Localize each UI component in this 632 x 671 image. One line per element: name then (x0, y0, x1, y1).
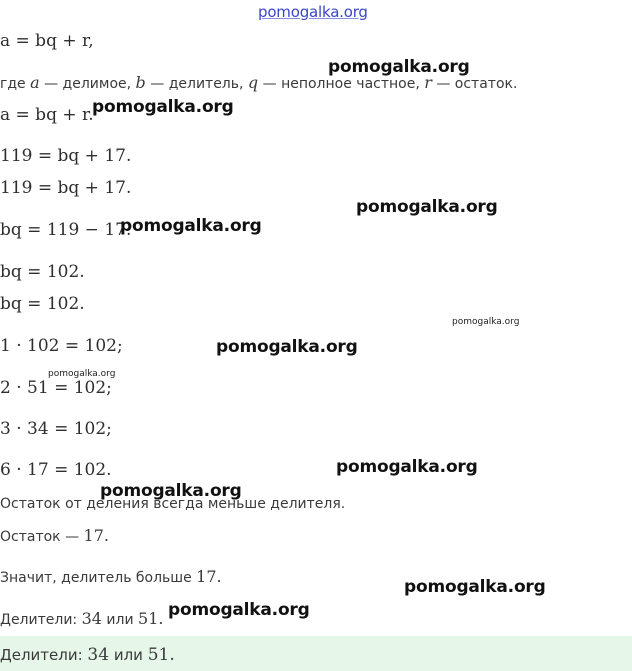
equation-text: bq = 102. (0, 262, 85, 282)
statement-label: Остаток — (0, 529, 80, 545)
divisor-a: 34 (81, 609, 102, 628)
answer-line (0, 647, 175, 664)
factor-text: 6 · 17 = 102. (0, 460, 112, 480)
definition-remainder: — остаток. (436, 76, 518, 92)
var-q: q (247, 73, 259, 92)
var-a: a (30, 73, 40, 92)
watermark: pomogalka.org (100, 481, 242, 501)
equation-text: bq = 102. (0, 294, 85, 314)
definition-quotient: — неполное частное, (262, 76, 420, 92)
definition-word: где (0, 76, 26, 92)
equation-line-3 (0, 148, 131, 165)
statement-remainder-value (0, 528, 109, 544)
watermark: pomogalka.org (120, 216, 262, 236)
watermark: pomogalka.org (356, 197, 498, 217)
watermark: pomogalka.org (48, 369, 116, 379)
factor-text: 1 · 102 = 102; (0, 336, 123, 356)
equation-text: 119 = bq + 17. (0, 178, 132, 198)
statement-label: Значит, делитель больше (0, 570, 192, 586)
equation-line-5 (0, 222, 131, 239)
factor-text: 2 · 51 = 102; (0, 378, 112, 398)
answer-label: Делители: (0, 646, 83, 664)
answer-a: 34 (87, 645, 110, 665)
definition-divisor: — делитель, (150, 76, 244, 92)
watermark-top: pomogalka.org (258, 3, 368, 21)
equation-text: bq = 119 − 17. (0, 220, 132, 240)
equation-line-6 (0, 264, 85, 281)
divisor-b: 51. (138, 609, 164, 628)
factor-line-2 (0, 380, 112, 397)
formula-text: a = bq + r, (0, 31, 94, 51)
answer-box (0, 636, 632, 671)
statement-label: Делители: (0, 612, 78, 628)
watermark: pomogalka.org (452, 317, 520, 327)
statement-or: или (106, 612, 134, 628)
formula-text: a = bq + r. (0, 105, 94, 125)
factor-text: 3 · 34 = 102; (0, 419, 112, 439)
watermark: pomogalka.org (328, 57, 470, 77)
var-r: r (424, 73, 432, 92)
watermark: pomogalka.org (168, 600, 310, 620)
factor-line-3 (0, 421, 112, 438)
formula-line-2 (0, 107, 94, 124)
watermark: pomogalka.org (92, 97, 234, 117)
definition-line (0, 75, 517, 91)
equation-text: 119 = bq + 17. (0, 146, 132, 166)
factor-line-1 (0, 338, 123, 355)
formula-line-1 (0, 33, 94, 50)
watermark: pomogalka.org (404, 577, 546, 597)
answer-or: или (113, 646, 143, 664)
statement-text: Остаток от деления всегда меньше делителя. (0, 496, 346, 512)
equation-line-7 (0, 296, 85, 313)
definition-dividend: — делимое, (44, 76, 132, 92)
statement-value: 17. (196, 567, 222, 586)
factor-line-4 (0, 462, 112, 479)
watermark: pomogalka.org (216, 337, 358, 357)
var-b: b (135, 73, 146, 92)
watermark: pomogalka.org (336, 457, 478, 477)
statement-value: 17. (83, 526, 109, 545)
answer-b: 51. (147, 645, 175, 665)
statement-divisor-greater (0, 569, 222, 585)
equation-line-4 (0, 180, 131, 197)
statement-divisors (0, 611, 163, 627)
